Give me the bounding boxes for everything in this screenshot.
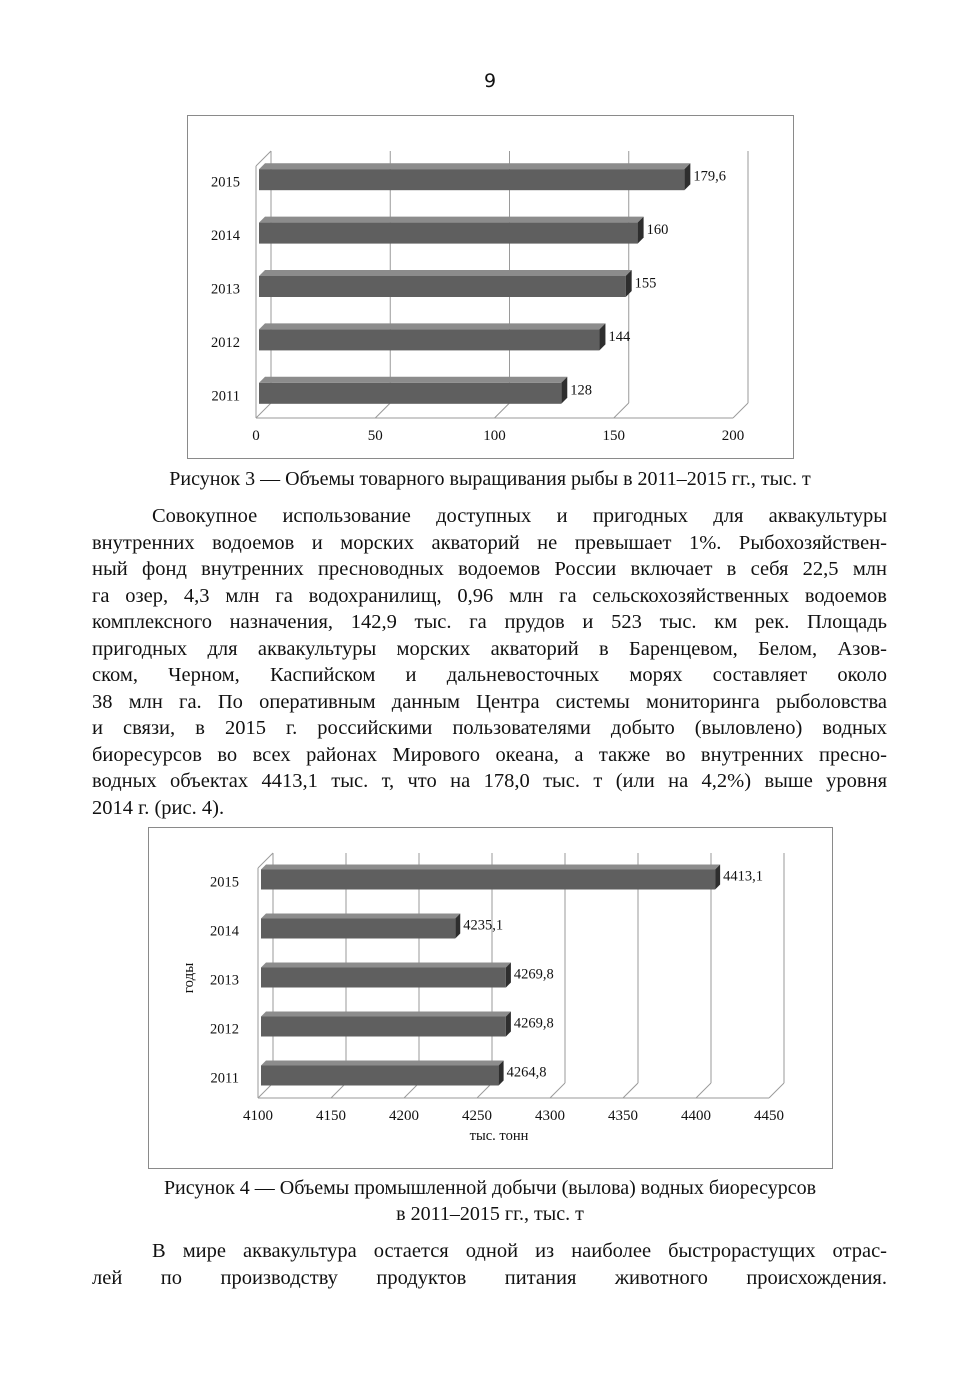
data-label: 4235,1 — [463, 917, 504, 934]
figure-3-chart — [187, 115, 794, 459]
text-line: комплексного назначения, 142,9 тыс. га прудов и 523 тыс. км рек. Площадь — [92, 611, 887, 633]
text-line: внутренних водоемов и морских акваторий не превышает 1%. Рыбохозяйствен- — [92, 531, 887, 554]
bar-top — [259, 217, 644, 223]
data-label: 4413,1 — [723, 868, 764, 885]
floor-gridline — [256, 403, 271, 418]
bar — [259, 223, 638, 244]
text-line: и связи, в 2015 г. российскими пользователями добыто (выловлено) водных — [92, 717, 887, 739]
bar-top — [261, 865, 720, 870]
text-line: ный фонд внутренних пресноводных водоемов России включает в себя 22,5 млн — [92, 558, 887, 580]
data-label: 4269,8 — [513, 1015, 554, 1032]
x-tick-label: 150 — [602, 428, 625, 444]
floor-gridline — [495, 403, 510, 418]
x-tick-label: 4150 — [316, 1108, 346, 1124]
floor-gridline — [550, 1083, 565, 1098]
x-tick-label: 200 — [721, 428, 745, 444]
bar-top — [261, 963, 511, 968]
floor-gridline — [696, 1083, 711, 1098]
text-line: Совокупное использование доступных и пригодных для аквакультуры — [152, 505, 887, 527]
x-axis-title: тыс. тонн — [469, 1128, 529, 1144]
y-tick-label: 2011 — [210, 1070, 239, 1087]
x-tick-label: 4100 — [243, 1108, 273, 1124]
figure-4-chart — [148, 827, 833, 1169]
text-line: лей по производству продуктов питания животного происхождения. — [92, 1266, 887, 1289]
floor-gridline — [623, 1083, 638, 1098]
bar-top — [259, 323, 605, 329]
bar-top — [261, 1061, 504, 1066]
data-label: 144 — [608, 328, 631, 345]
data-label: 179,6 — [693, 168, 726, 185]
x-tick-label: 0 — [252, 428, 260, 444]
y-axis-title: годы — [181, 962, 197, 994]
bar-top — [261, 1012, 511, 1017]
floor-gridline — [733, 403, 748, 418]
text-line: 2014 г. (рис. 4). — [92, 796, 225, 819]
data-label: 4264,8 — [506, 1064, 547, 1081]
bar — [261, 1017, 506, 1037]
bar — [261, 919, 455, 939]
y-tick-label: 2014 — [211, 228, 240, 245]
bar — [261, 870, 715, 890]
x-tick-label: 4450 — [754, 1108, 784, 1124]
figure-4-caption — [0, 1175, 980, 1227]
y-tick-label: 2013 — [211, 281, 240, 298]
y-tick-label: 2015 — [210, 874, 239, 891]
figure-4-svg — [149, 828, 832, 1168]
y-tick-label: 2014 — [210, 923, 239, 940]
text-line: га озер, 4,3 млн га водохранилищ, 0,96 млн га сельскохозяйственных водоемов — [92, 584, 887, 607]
floor-gridline — [375, 403, 390, 418]
figure-4-caption-line-1: Рисунок 4 — Объемы промышленной добычи (вылова) водных биоресурсов — [163, 1177, 817, 1199]
figure-3-svg — [188, 116, 793, 458]
bar — [261, 968, 506, 988]
bar-top — [259, 270, 632, 276]
bar — [259, 169, 684, 190]
data-label: 4269,8 — [513, 966, 554, 983]
data-label: 160 — [646, 222, 669, 239]
y-tick-label: 2012 — [210, 1021, 239, 1038]
bar-top — [261, 914, 460, 919]
y-tick-label: 2012 — [211, 334, 240, 351]
bar — [259, 383, 561, 404]
floor-gridline — [769, 1083, 784, 1098]
text-line: ском, Черном, Каспийском и дальневосточных морях составляет около — [92, 664, 887, 686]
x-tick-label: 50 — [367, 428, 383, 444]
bar-top — [259, 163, 690, 169]
y-tick-label: 2015 — [211, 174, 240, 191]
text-line: биоресурсов во всех районах Мирового океана, а также во внутренних пресно- — [92, 743, 887, 766]
bar-top — [259, 377, 567, 383]
page-number: 9 — [483, 70, 497, 92]
text-line: 38 млн га. По оперативным данным Центра системы мониторинга рыболовства — [92, 690, 887, 713]
y-tick-label: 2011 — [211, 388, 240, 405]
text-line: пригодных для аквакультуры морских акваторий в Баренцевом, Белом, Азов- — [92, 637, 887, 660]
figure-3-caption: Рисунок 3 — Объемы товарного выращивания рыбы в 2011–2015 гг., тыс. т — [169, 468, 811, 490]
paragraph-2 — [92, 1238, 887, 1291]
floor-gridline — [614, 403, 629, 418]
x-tick-label: 4200 — [389, 1108, 419, 1124]
paragraph-1 — [92, 503, 887, 821]
text-line: В мире аквакультура остается одной из наиболее быстрорастущих отрас- — [152, 1240, 887, 1262]
x-tick-label: 4400 — [681, 1108, 711, 1124]
x-tick-label: 4250 — [462, 1108, 492, 1124]
data-label: 155 — [634, 275, 657, 292]
bar — [259, 329, 599, 350]
y-tick-label: 2013 — [210, 972, 239, 989]
text-line: водных объектах 4413,1 тыс. т, что на 178,0 тыс. т (или на 4,2%) выше уровня — [92, 770, 887, 792]
figure-4-caption-line-2: в 2011–2015 гг., тыс. т — [396, 1203, 584, 1225]
data-label: 128 — [570, 382, 593, 399]
bar — [261, 1066, 499, 1086]
x-tick-label: 100 — [483, 428, 506, 444]
x-tick-label: 4350 — [608, 1108, 638, 1124]
x-tick-label: 4300 — [535, 1108, 565, 1124]
bar — [259, 276, 626, 297]
